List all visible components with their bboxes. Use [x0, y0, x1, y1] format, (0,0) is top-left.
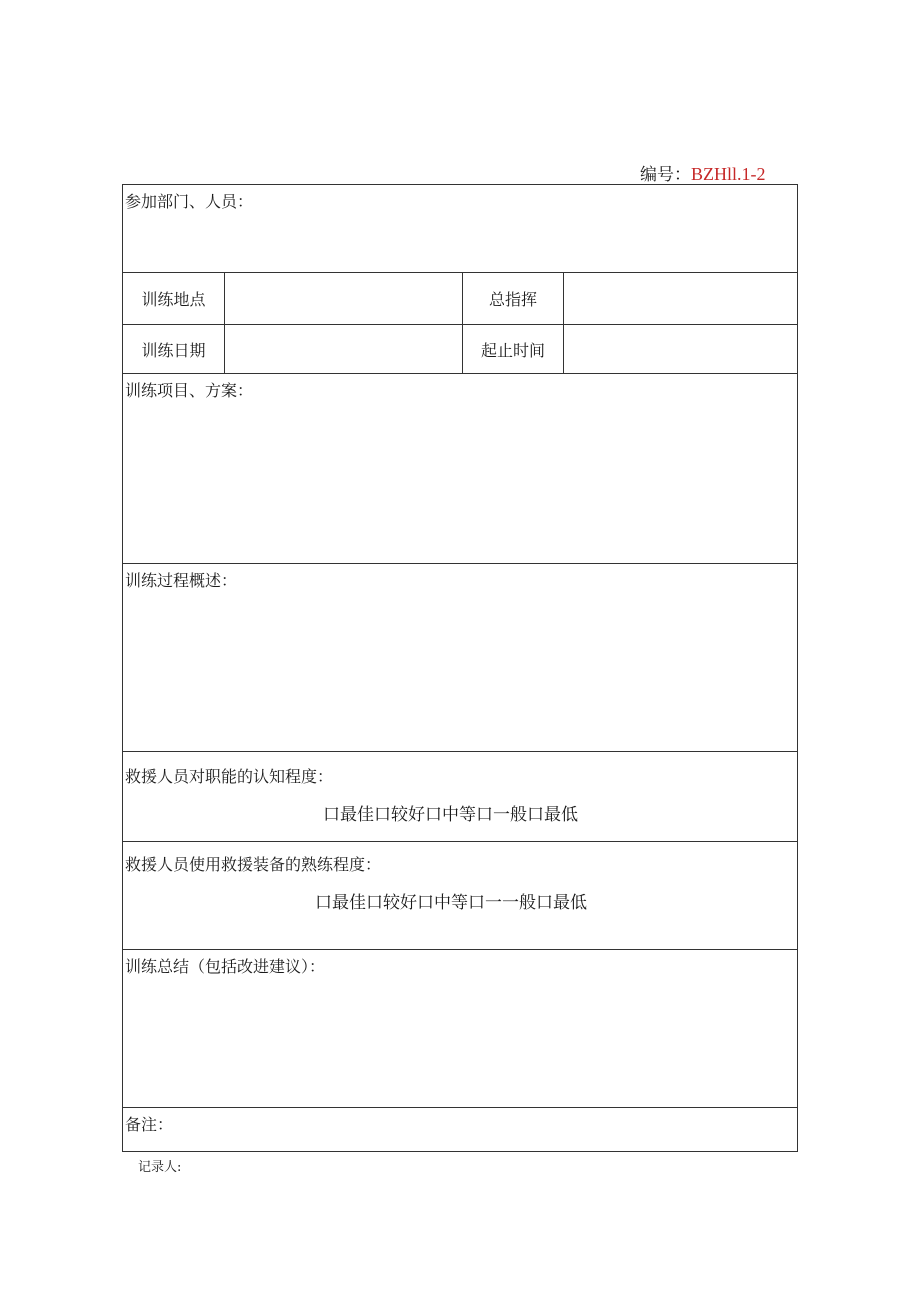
date-label-cell [123, 325, 225, 373]
time-label-cell [463, 325, 564, 373]
document-code-value: BZHll.1-2 [691, 164, 766, 184]
process-label: 训练过程概述： [125, 571, 238, 590]
remarks-label: 备注： [125, 1115, 174, 1134]
document-code-label: 编号： [640, 165, 691, 185]
commander-label-cell [463, 273, 564, 324]
time-range-field[interactable] [564, 325, 797, 373]
plan-label: 训练项目、方案： [125, 381, 254, 400]
proficiency-rating-options[interactable]: 口最佳口较好口中等口一一般口最低 [315, 893, 587, 913]
participants-row[interactable] [123, 185, 797, 273]
commander-field[interactable] [564, 273, 797, 324]
cognition-rating-options[interactable]: 口最佳口较好口中等口一般口最低 [323, 805, 578, 825]
document-code [640, 160, 766, 185]
summary-label: 训练总结（包括改进建议）： [125, 957, 326, 976]
participants-label: 参加部门、人员： [125, 192, 254, 211]
cognition-row [123, 752, 797, 842]
date-field[interactable] [225, 325, 463, 373]
commander-label: 总指挥 [488, 290, 537, 309]
date-row [123, 325, 797, 374]
location-label-cell [123, 273, 225, 324]
proficiency-label: 救援人员使用救援装备的熟练程度： [125, 855, 382, 874]
location-field[interactable] [225, 273, 463, 324]
date-label: 训练日期 [141, 340, 206, 360]
plan-row[interactable] [123, 374, 797, 564]
training-record-form [122, 184, 798, 1152]
remarks-row[interactable] [123, 1108, 797, 1153]
time-range-label: 起止时间 [480, 340, 545, 360]
summary-row[interactable] [123, 950, 797, 1108]
location-label: 训练地点 [141, 290, 206, 309]
location-row [123, 273, 797, 325]
proficiency-row [123, 842, 797, 950]
recorder-label: 记录人: [138, 1160, 182, 1175]
process-row[interactable] [123, 564, 797, 752]
cognition-label: 救援人员对职能的认知程度： [125, 767, 334, 786]
